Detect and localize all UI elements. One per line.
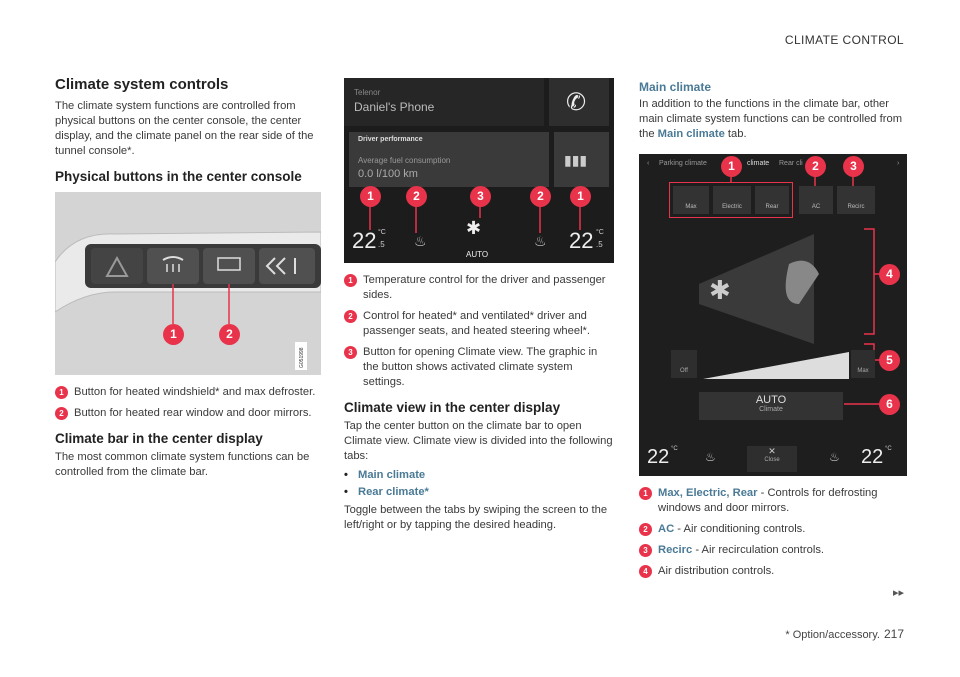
next-page-icon[interactable]: ▸▸	[892, 587, 904, 599]
column-1	[55, 76, 321, 480]
list-item: 1 Max, Electric, Rear - Controls for defrosting windows and door mirrors.	[639, 486, 907, 516]
heading-climate-view: Climate view in the center display	[344, 400, 561, 415]
callout-1: 1	[163, 324, 184, 345]
page-number: 217	[883, 627, 904, 641]
fan-icon: ✱	[709, 275, 731, 305]
main-climate-intro: In addition to the functions in the climate bar, other main climate system functions can be controlled from the Main climate tab.	[639, 98, 903, 140]
callout-3: 3	[470, 186, 491, 207]
tab-main-climate: • Main climate	[344, 469, 614, 481]
callout-4: 4	[879, 264, 900, 285]
list-item: 2 AC - Air conditioning controls.	[639, 522, 907, 537]
rear-button[interactable]: Rear	[755, 186, 789, 214]
fan-off-button[interactable]: Off	[671, 350, 697, 378]
climate-view-figure: ‹ Parking climate climate Rear cli › Max Electric Rear AC Recirc ✱ Off Max AUTO Climate 22 °C ♨ ✕ Close ♨ 22 °C 1 2 3 4 5 6	[639, 154, 907, 476]
seat-heat-left-icon[interactable]: ♨	[705, 450, 716, 464]
callout-3: 3	[843, 156, 864, 177]
main-climate-heading: Main climate	[639, 80, 712, 94]
list-item: 1 Temperature control for the driver and passenger sides.	[344, 273, 614, 303]
card-label: Average fuel consumption	[358, 156, 451, 165]
heading-physical-buttons: Physical buttons in the center console	[55, 169, 302, 184]
footer: * Option/accessory. 217	[785, 627, 904, 641]
list-item: 2 Control for heated* and ventilated* driver and passenger seats, and heated steering wheel*.	[344, 309, 614, 339]
callout-2: 2	[805, 156, 826, 177]
seat-heat-right-icon[interactable]: ♨	[829, 450, 840, 464]
auto-climate-button[interactable]: AUTO Climate	[699, 392, 843, 420]
tab-left-chevron-icon[interactable]: ‹	[647, 160, 650, 167]
column-2	[344, 78, 614, 533]
temp-left[interactable]: 22	[647, 446, 670, 468]
center-display-figure: Telenor Daniel's Phone ✆ Driver performance Average fuel consumption 0.0 l/100 km ▮▮▮ 22 °C .5 ♨ ✱ AUTO ♨ 22 °C .5 1 2 3 2 1	[344, 78, 614, 263]
seat-heat-right-icon[interactable]: ♨	[534, 233, 547, 249]
temp-right[interactable]: 22	[569, 228, 594, 253]
seat-heat-left-icon[interactable]: ♨	[414, 233, 427, 249]
electric-button[interactable]: Electric	[713, 186, 751, 214]
section-header: CLIMATE CONTROL	[784, 33, 904, 47]
callout-5: 5	[879, 350, 900, 371]
intro-text: The climate system functions are controlled from physical buttons on the center console, the center display, and the climate panel on the rear side of the tunnel console*.	[55, 100, 314, 157]
chart-icon[interactable]: ▮▮▮	[564, 152, 588, 168]
callout-1: 1	[360, 186, 381, 207]
callout-1: 1	[721, 156, 742, 177]
list-item: 3 Button for opening Climate view. The graphic in the button shows activated climate system settings.	[344, 345, 614, 390]
callout-2: 2	[530, 186, 551, 207]
fan-max-button[interactable]: Max	[851, 350, 875, 378]
callout-1: 1	[570, 186, 591, 207]
card-title: Driver performance	[358, 136, 423, 143]
temp-left[interactable]: 22	[352, 228, 377, 253]
list-item: 3 Recirc - Air recirculation controls.	[639, 543, 907, 558]
tab-parking-climate[interactable]: Parking climate	[659, 160, 707, 167]
temp-right[interactable]: 22	[861, 446, 884, 468]
ac-button[interactable]: AC	[799, 186, 833, 214]
auto-label: AUTO	[466, 250, 489, 259]
max-button[interactable]: Max	[673, 186, 709, 214]
card-value: 0.0 l/100 km	[358, 168, 418, 180]
close-icon: ✕	[768, 446, 776, 456]
phone-name: Daniel's Phone	[354, 100, 435, 114]
tab-right-chevron-icon[interactable]: ›	[897, 160, 900, 167]
heading-climate-bar: Climate bar in the center display	[55, 431, 263, 446]
callout-2: 2	[406, 186, 427, 207]
page-title: Climate system controls	[55, 76, 229, 93]
list-item: 1 Button for heated windshield* and max defroster.	[55, 385, 321, 400]
center-console-figure	[55, 192, 321, 375]
climate-bar-text: The most common climate system functions can be controlled from the climate bar.	[55, 451, 310, 478]
tab-rear-climate: • Rear climate*	[344, 486, 614, 498]
callout-6: 6	[879, 394, 900, 415]
column-3	[639, 80, 907, 585]
callout-2: 2	[219, 324, 240, 345]
climate-view-button-icon[interactable]: ✱	[466, 218, 482, 238]
carrier-label: Telenor	[354, 88, 381, 97]
close-button[interactable]: ✕ Close	[747, 446, 797, 472]
toggle-text: Toggle between the tabs by swiping the screen to the left/right or by tapping the desired heading.	[344, 504, 608, 531]
tab-main-climate[interactable]: climate	[747, 160, 770, 167]
phone-icon[interactable]: ✆	[566, 89, 587, 116]
tab-rear-climate[interactable]: Rear cli	[779, 160, 803, 167]
climate-view-text: Tap the center button on the climate bar to open Climate view. Climate view is divided into the following tabs:	[344, 420, 613, 462]
figure-code: G051998	[299, 347, 305, 368]
console-illustration	[55, 192, 321, 375]
list-item: 4 Air distribution controls.	[639, 564, 907, 579]
list-item: 2 Button for heated rear window and door mirrors.	[55, 406, 321, 421]
recirc-button[interactable]: Recirc	[837, 186, 875, 214]
